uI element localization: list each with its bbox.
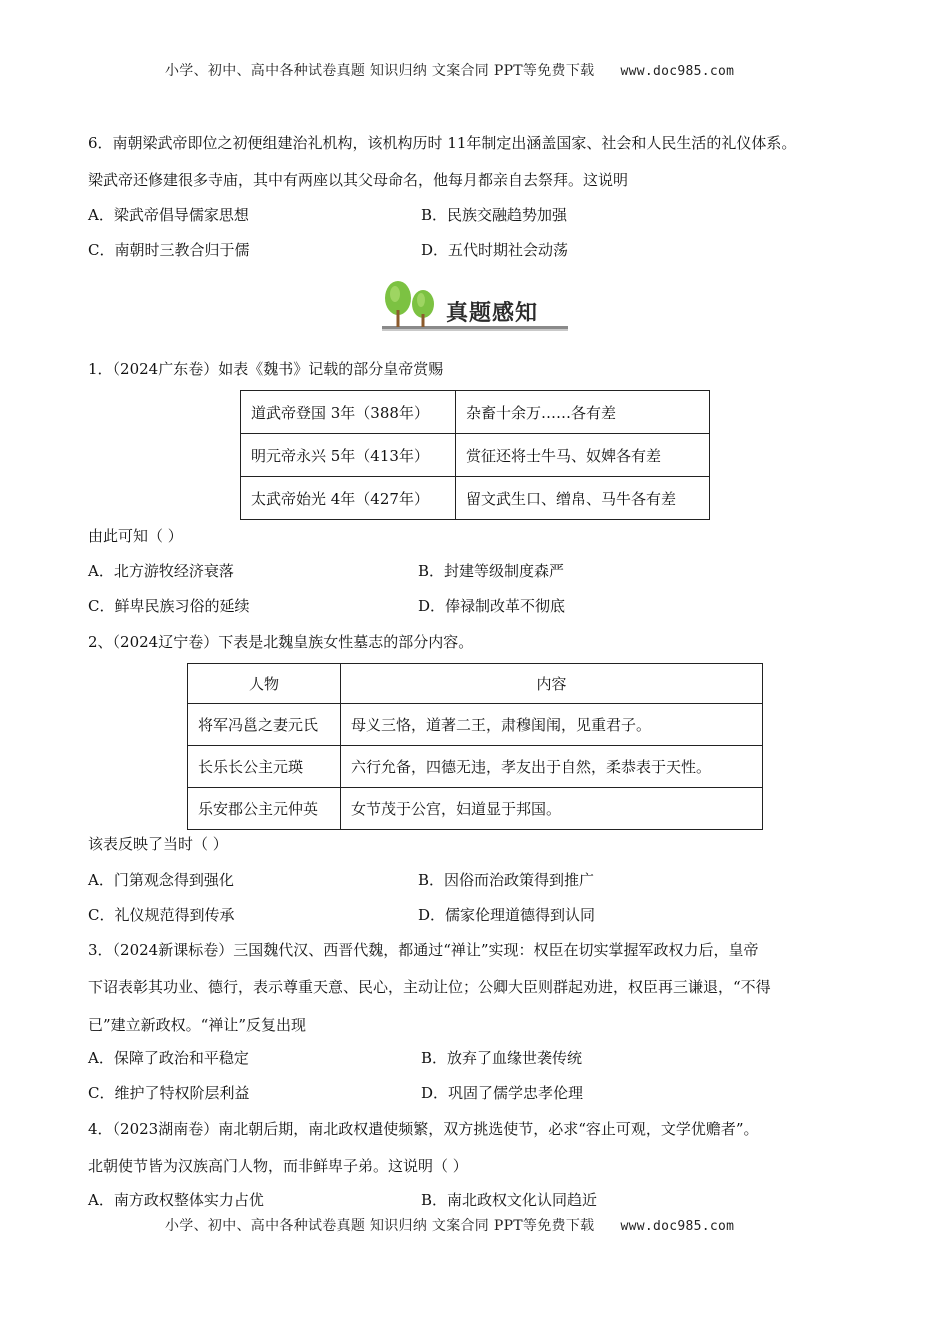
- table-cell: 赏征还将士牛马、奴婢各有差: [456, 434, 710, 477]
- table-cell: 将军冯邕之妻元氏: [188, 704, 341, 746]
- table-cell: 六行允备，四德无违，孝友出于自然，柔恭表于天性。: [341, 746, 763, 788]
- q2-table: [187, 663, 763, 830]
- q2-option-a: A．门第观念得到强化: [88, 871, 234, 889]
- table-cell: 道武帝登国 3年（388年）: [241, 391, 456, 434]
- q1-option-a: A．北方游牧经济衰落: [88, 562, 234, 580]
- q6-option-d: D．五代时期社会动荡: [421, 241, 569, 259]
- footer-url[interactable]: www.doc985.com: [620, 1219, 735, 1234]
- q6-line1: 6．南朝梁武帝即位之初便组建治礼机构，该机构历时 11年制定出涵盖国家、社会和人民生活的礼仪体系。: [88, 134, 797, 152]
- table-row: [241, 434, 710, 477]
- q3-line1: 3．（2024新课标卷）三国魏代汉、西晋代魏，都通过“禅让”实现：权臣在切实掌握军政权力后，皇帝: [88, 941, 759, 959]
- table-header-row: [188, 664, 763, 704]
- table-cell: 明元帝永兴 5年（413年）: [241, 434, 456, 477]
- q1-option-d: D．俸禄制改革不彻底: [418, 597, 566, 615]
- q1-stem: 1．（2024广东卷）如表《魏书》记载的部分皇帝赏赐: [88, 360, 444, 378]
- table-row: [241, 477, 710, 520]
- table-cell: 乐安郡公主元仲英: [188, 788, 341, 830]
- q3-option-a: A．保障了政治和平稳定: [88, 1049, 249, 1067]
- q1-option-c: C．鲜卑民族习俗的延续: [88, 597, 250, 615]
- q2-tail: 该表反映了当时（ ）: [88, 835, 228, 853]
- q3-option-c: C．维护了特权阶层利益: [88, 1084, 250, 1102]
- q6-option-a: A．梁武帝倡导儒家思想: [88, 206, 249, 224]
- q3-line2: 下诏表彰其功业、德行，表示尊重天意、民心，主动让位；公卿大臣则群起劝进，权臣再三谦退，“不得: [88, 978, 771, 996]
- q1-table: [240, 390, 710, 520]
- table-header: 人物: [188, 664, 341, 704]
- header-url[interactable]: www.doc985.com: [620, 64, 735, 79]
- page-footer: [165, 1215, 734, 1235]
- q4-option-a: A．南方政权整体实力占优: [88, 1191, 264, 1209]
- q6-line2: 梁武帝还修建很多寺庙，其中有两座以其父母命名，他每月都亲自去祭拜。这说明: [88, 171, 629, 189]
- header-text: 小学、初中、高中各种试卷真题 知识归纳 文案合同 PPT等免费下载: [165, 63, 595, 79]
- table-cell: 太武帝始光 4年（427年）: [241, 477, 456, 520]
- page-header: [165, 60, 734, 80]
- q6-option-c: C．南朝时三教合归于儒: [88, 241, 250, 259]
- q4-option-b: B．南北政权文化认同趋近: [421, 1191, 598, 1209]
- table-row: [188, 746, 763, 788]
- table-cell: 留文武生口、缯帛、马牛各有差: [456, 477, 710, 520]
- table-header: 内容: [341, 664, 763, 704]
- q3-option-d: D．巩固了儒学忠孝伦理: [421, 1084, 584, 1102]
- q3-option-b: B．放弃了血缘世袭传统: [421, 1049, 583, 1067]
- q6-option-b: B．民族交融趋势加强: [421, 206, 568, 224]
- table-cell: 女节茂于公宫，妇道显于邦国。: [341, 788, 763, 830]
- q4-line1: 4．（2023湖南卷）南北朝后期，南北政权遣使频繁，双方挑选使节，必求“容止可观，文学优赡者”。: [88, 1120, 759, 1138]
- q4-line2: 北朝使节皆为汉族高门人物，而非鲜卑子弟。这说明（ ）: [88, 1157, 468, 1175]
- q1-tail: 由此可知（ ）: [88, 527, 183, 545]
- section-title: 真题感知: [446, 301, 539, 326]
- table-cell: 杂畜十余万……各有差: [456, 391, 710, 434]
- table-cell: 长乐长公主元瑛: [188, 746, 341, 788]
- table-cell: 母义三恪，道著二王，肃穆闺闱，见重君子。: [341, 704, 763, 746]
- q2-option-c: C．礼仪规范得到传承: [88, 906, 235, 924]
- table-row: [188, 704, 763, 746]
- q1-option-b: B．封建等级制度森严: [418, 562, 565, 580]
- table-row: [241, 391, 710, 434]
- q2-option-d: D．儒家伦理道德得到认同: [418, 906, 596, 924]
- footer-text: 小学、初中、高中各种试卷真题 知识归纳 文案合同 PPT等免费下载: [165, 1218, 595, 1234]
- q2-stem: 2、（2024辽宁卷）下表是北魏皇族女性墓志的部分内容。: [88, 633, 474, 651]
- table-row: [188, 788, 763, 830]
- q2-option-b: B．因俗而治政策得到推广: [418, 871, 595, 889]
- q3-line3: 已”建立新政权。“禅让”反复出现: [88, 1016, 307, 1034]
